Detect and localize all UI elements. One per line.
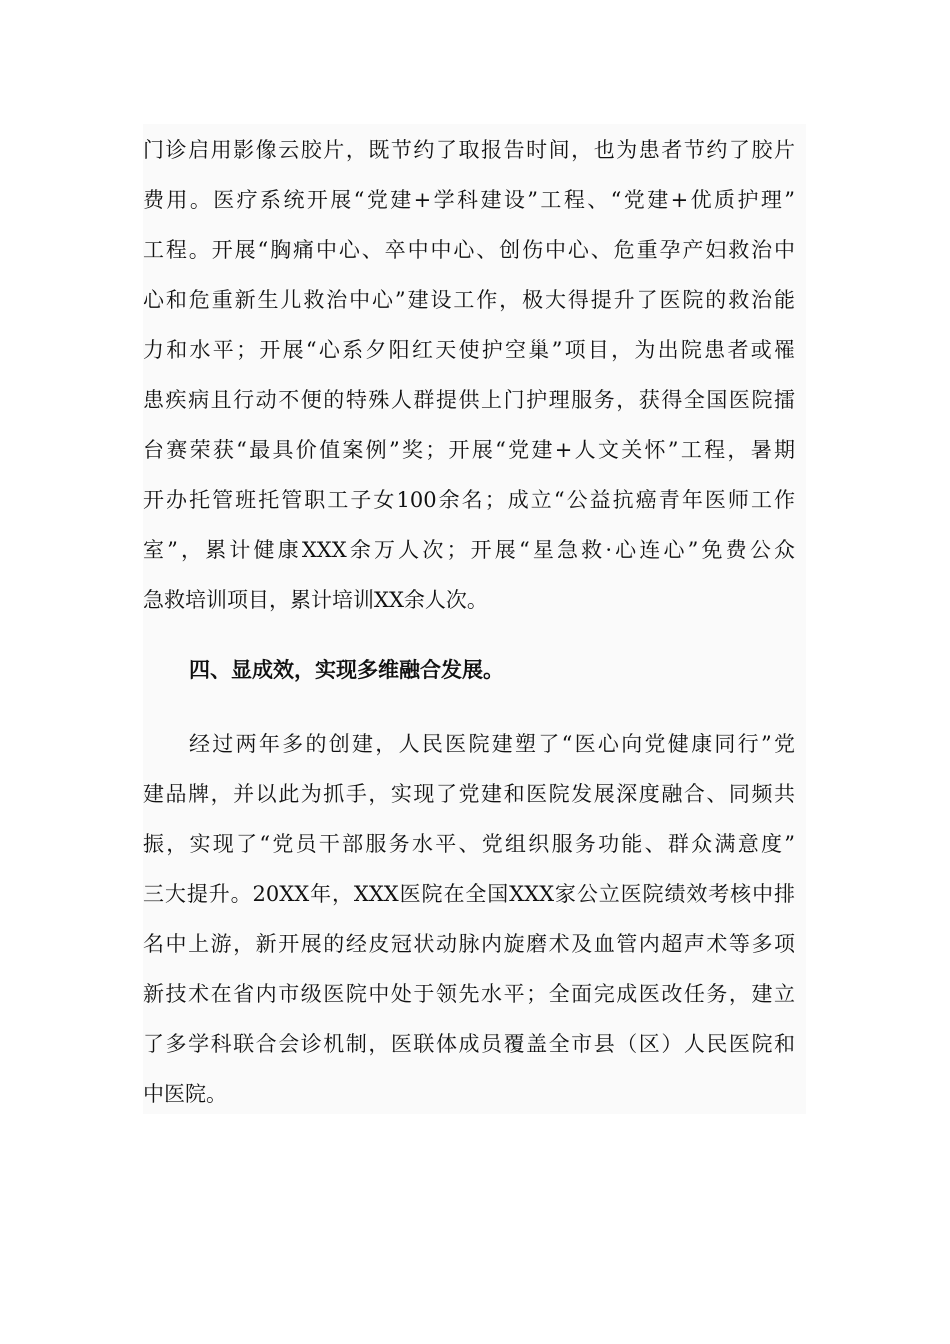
paragraph-2-line-2: 建品牌，并以此为抓手，实现了党建和医院发展深度融合、同频共 (143, 782, 795, 806)
paragraph-1-line-5: 力和水平；开展“心系夕阳红天使护空巢”项目，为出院患者或罹 (143, 338, 795, 362)
paragraph-1-line-7: 台赛荣获“最具价值案例”奖；开展“党建+人文关怀”工程，暑期 (143, 438, 795, 462)
paragraph-2-line-8: 中医院。 (143, 1082, 227, 1106)
paragraph-1-line-1: 门诊启用影像云胶片，既节约了取报告时间，也为患者节约了胶片 (143, 138, 795, 162)
paragraph-1-line-6: 患疾病且行动不便的特殊人群提供上门护理服务，获得全国医院擂 (143, 388, 795, 412)
document-text-block (143, 124, 806, 1114)
paragraph-2-line-5: 名中上游，新开展的经皮冠状动脉内旋磨术及血管内超声术等多项 (143, 932, 795, 956)
paragraph-2-line-7: 了多学科联合会诊机制，医联体成员覆盖全市县（区）人民医院和 (143, 1032, 795, 1056)
paragraph-2-line-4: 三大提升。20XX年，XXX医院在全国XXX家公立医院绩效考核中排 (143, 882, 795, 906)
paragraph-1-line-2: 费用。医疗系统开展“党建+学科建设”工程、“党建+优质护理” (143, 188, 795, 212)
paragraph-2-line-3: 振，实现了“党员干部服务水平、党组织服务功能、群众满意度” (143, 832, 795, 856)
paragraph-1-line-3: 工程。开展“胸痛中心、卒中中心、创伤中心、危重孕产妇救治中 (143, 238, 795, 262)
paragraph-1-line-9: 室”，累计健康XXX余万人次；开展“星急救·心连心”免费公众 (143, 538, 795, 562)
paragraph-1-line-8: 开办托管班托管职工子女100余名；成立“公益抗癌青年医师工作 (143, 488, 795, 512)
paragraph-1-line-10: 急救培训项目，累计培训XX余人次。 (143, 588, 488, 612)
paragraph-1-line-4: 心和危重新生儿救治中心”建设工作，极大得提升了医院的救治能 (143, 288, 795, 312)
section-heading: 四、显成效，实现多维融合发展。 (189, 657, 504, 682)
paragraph-2-line-1: 经过两年多的创建，人民医院建塑了“医心向党健康同行”党 (189, 732, 795, 756)
paragraph-2-line-6: 新技术在省内市级医院中处于领先水平；全面完成医改任务，建立 (143, 982, 795, 1006)
